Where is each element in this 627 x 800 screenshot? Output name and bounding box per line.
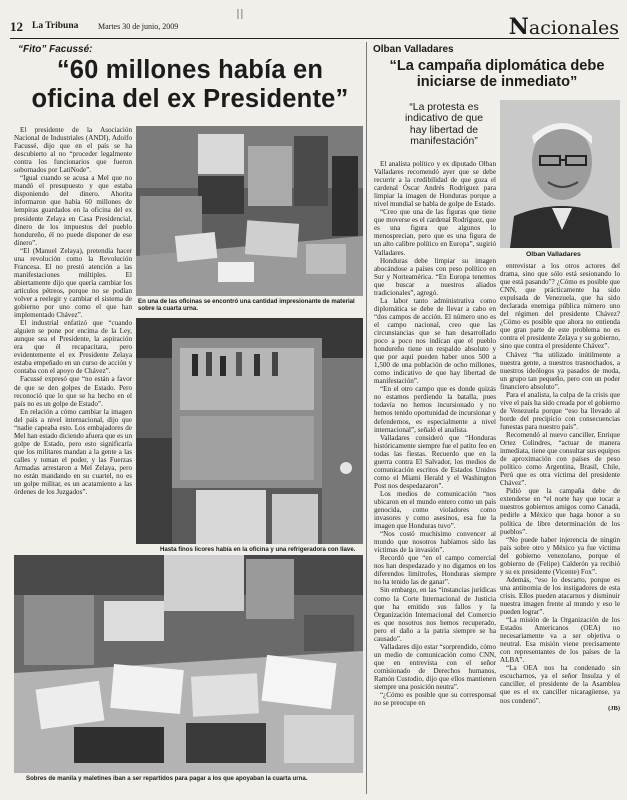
right-headline: “La campaña diplomática debe iniciarse de inmediato” xyxy=(389,58,605,90)
photo-office-boxes xyxy=(136,126,363,296)
paragraph: La labor tanto administrativa como diplomática se debe de llevar a cabo en “dos campos de acción. El número uno es el campo nacional, creo que las circunstancias que se han desarrollado poco a poco nos indican que el pueblo hondureño tiene un respaldo absoluto y que por aquí pueden haber unos 500 a 1,500 de una población de ocho millones, como indicativo de que hay libertad de manifestación”. xyxy=(374,296,496,386)
left-article-body xyxy=(14,126,132,496)
page-number: 12 xyxy=(10,19,23,34)
paper-name: La Tribuna xyxy=(32,21,79,31)
paragraph: Recordó que “en el campo comercial nos han despedazado y no digamos en los diferendos limítrofes, Honduras siempre no ha tenido las de ganar”. xyxy=(374,554,496,587)
handwritten-mark: II xyxy=(236,8,244,23)
paragraph: “La OEA nos ha condenado sin escucharnos, ya el señor Insulza y el canciller, el presidente de la Asamblea que es el ex canciller nicaragüense, ya nos condenó”. xyxy=(500,664,620,705)
right-article-body-col1 xyxy=(374,160,496,707)
pull-quote: “La protesta es indicativo de que hay libertad de manifestación” xyxy=(405,102,483,148)
paragraph: Chávez “ha utilizado inútilmente a nuestra gente, a nuestros trasnochados, a nuestros ideólogos ya pasados de moda, un grupo tan pequeño, pero con un poder financiero absoluto”. xyxy=(500,350,620,391)
paragraph: Sin embargo, en las “instancias jurídicas como la Corte Internacional de Justicia que ha emitido sus fallos y la Organización Internacional del Comercio es que nosotros nos hemos recuperado, pero el daño a la patria siempre se ha causado”. xyxy=(374,586,496,643)
paragraph: En relación a cómo cambiar la imagen del país a nivel internacional, dijo que “nadie capeaba esto. Los embajadores de Mel han estado diciendo afuera que es un golpe de Estado, pero esto significaría que los militares mandan a la gente a las calles y toman el poder, y las Fuerzas Armadas arrestaron a Mel Zelaya, pero no están mandando en su cuartel, no es un golpe militar, es un acatamiento a las órdenes de los Juzgados”. xyxy=(14,407,132,497)
caption-office-boxes: En una de las oficinas se encontró una cantidad impresionante de material sobre la cuarta urna. xyxy=(138,298,355,313)
paragraph: El analista político y ex diputado Olban Valladares recomendó ayer que se debe recurrir a la credibilidad de que goza el cardenal Óscar Andrés Rodríguez para limpiar la imagen de Honduras porque a nivel mundial se habla de golpe de Estado. xyxy=(374,160,496,209)
desk-envelopes-image xyxy=(14,555,363,773)
issue-date: Martes 30 de junio, 2009 xyxy=(98,21,179,31)
paragraph: El industrial enfatizó que “cuando alguien se pone por encima de la Ley, aunque sea el Presidente, la aspiración era que él recapacitara, pero evidentemente el ex Presidente Zelaya estaba empeñado en un curso de acción y contaba con el apoyo de Chávez”. xyxy=(14,319,132,376)
paragraph: “No puede haber injerencia de ningún país sobre otro y México ya fue víctima del gobierno venezolano, porque el gobierno de (Felipe) Calderón ya recibió y su ex presidente (Vicente) Fox”. xyxy=(500,535,620,576)
portrait-caption: Olban Valladares xyxy=(526,251,581,258)
right-kicker: Olban Valladares xyxy=(373,44,454,55)
paragraph: “¿Cómo es posible que su corresponsal no se preocupe en xyxy=(374,691,496,708)
paragraph: Además, “eso lo descarto, porque es una antinomia de los instigadores de esta crisis. Ellos pueden atacarnos y disminuir nuestra imagen frente al mundo y eso le pueden lograr”. xyxy=(500,575,620,617)
right-article-body-col2 xyxy=(500,262,620,713)
paragraph: Facussé expresó que “no están a favor de que se den golpes de Estado. Pero reconoció que lo que se ha hecho en el país no es un golpe de Estado”. xyxy=(14,375,132,408)
paragraph: Los medios de comunicación “nos ubicaron en el mundo entero como un país genocida, como violadores como invasores y como asesinos, esa fue la imagen que Honduras tuvo”. xyxy=(374,489,496,531)
paragraph: Para el analista, la culpa de la crisis que vive el país ha sido creada por el gobierno de Venezuela porque “eso ha llevado al borde del precipicio con consecuencias funestas para nuestro país”. xyxy=(500,390,620,431)
paragraph: Recomendó al nuevo canciller, Enrique Ortez Colindres, “actuar de manera inmediata, tiene que consultar sus equipos de aproximación con países de peso político como Argentina, Brasil, Chile, Perú que es otra víctima del presidente Chávez”. xyxy=(500,430,620,488)
photo-portrait xyxy=(500,100,620,248)
masthead xyxy=(10,8,619,39)
author-signature: (JB) xyxy=(608,704,620,712)
caption-desk-envelopes: Sobres de manila y maletines iban a ser repartidos para pagar a los que apoyaban la cuarta urna. xyxy=(26,775,308,782)
photo-desk-envelopes xyxy=(14,555,363,773)
photo-liquor-cabinet xyxy=(136,318,363,544)
paragraph: “En el otro campo que es donde quizás no estamos perdiendo la batalla, pues todavía no hemos incursionado y no hemos tenido oportunidad de incursionar y defendernos, es especialmente a nivel internacional”, señaló el analista. xyxy=(374,385,496,434)
paragraph: Valladares consideró que “Honduras históricamente siempre fue el patito feo en todas las fiestas. Recuerdo que en la guerra contra El Salvador, los medios de comunicación escritos de Estados Unidos como el Miami Herald y el Washington Post nos despedazaron”. xyxy=(374,433,496,490)
paragraph: “Igual cuando se acusa a Mel que no mandó el presupuesto y que estaba disponiendo del dinero. Ahorita informaron que había 60 millones de lempiras guardados en la oficina del ex presidente Zelaya en Casa Presidencial, dinero de los impuestos del pueblo hondureño, él no puede disponer de ese dinero”. xyxy=(14,174,132,247)
column-divider xyxy=(366,42,367,794)
liquor-cabinet-image xyxy=(136,318,363,544)
caption-liquor-cabinet: Hasta finos licores había en la oficina y una refrigeradora con llave. xyxy=(160,546,356,553)
section-title: Nacionales xyxy=(508,14,619,40)
paragraph: El presidente de la Asociación Nacional de Industriales (ANDI), Adolfo Facussé, dijo que en el país se ha descubierto al no “proceder legalmente contra los funcionarios que fueron sobornados por LatiNode”. xyxy=(14,126,132,175)
paragraph: “Nos costó muchísimo convencer al mundo que nosotros habíamos sido las víctimas de la invasión”. xyxy=(374,530,496,555)
portrait-image xyxy=(500,100,620,248)
paragraph: Honduras debe limpiar su imagen abocándose a países con peso político en Sur y Norteamérica. “En Europa tenemos que buscar a nuestros aliados tradicionales”, agregó. xyxy=(374,256,496,297)
paragraph: “El (Manuel Zelaya), pretendía hacer una revolución como la Revolución Francesa. El no prestó atención a las manifestaciones múltiples. El abiertamente dijo que quería cambiar los artículos pétreos, porque no se podían volver a reelegir y cambiar el sistema de gobierno por uno como el que han implementado Chávez”. xyxy=(14,246,132,320)
paragraph: Pidió que la campaña debe de extenderse en “el norte hay que tocar a nuestros gobiernos amigos como Canadá, pedirle a México que haga honor a su política de libre determinación de los pueblos”. xyxy=(500,487,620,536)
left-headline: “60 millones había en oficina del ex Presidente” xyxy=(31,56,349,113)
left-kicker: “Fito” Facussé: xyxy=(18,44,93,55)
paragraph: Valladares dijo estar “sorprendido, cómo un medio de comunicación como CNN, que en entrevista con el señor comisionado de Derechos humanos, Ramón Custodio, dijo que ellos mantienen siempre una posición neutra”. xyxy=(374,642,496,692)
office-boxes-image xyxy=(136,126,363,296)
paragraph: “Creo que una de las figuras que tiene que moverse es el cardenal Rodríguez, que es una figura que algunos lo menosprecian, pero que es una figura de un alto calibre político en Europa”, sugirió Valladares. xyxy=(374,208,496,257)
paragraph: entrevistar a los otros actores del drama, sino que sólo está sesionando lo que está pasando”? ¿Cómo es posible que CNN, que prácticamente ha sido expulsada de Venezuela, que ha sido declarada enemiga pública número uno del régimen del presidente Chávez? ¿Cómo es posible que ahora no entienda que gran parte de este problema no es contra el presidente Zelaya y su gobierno, sino que contra el presidente Chávez”. xyxy=(500,262,620,351)
paragraph: “La misión de la Organización de los Estados Americanos (OEA) no necesariamente va a ser objetiva o neutral. Esa misión viene precisamente con representantes de los países de la ALBA”. xyxy=(500,616,620,665)
